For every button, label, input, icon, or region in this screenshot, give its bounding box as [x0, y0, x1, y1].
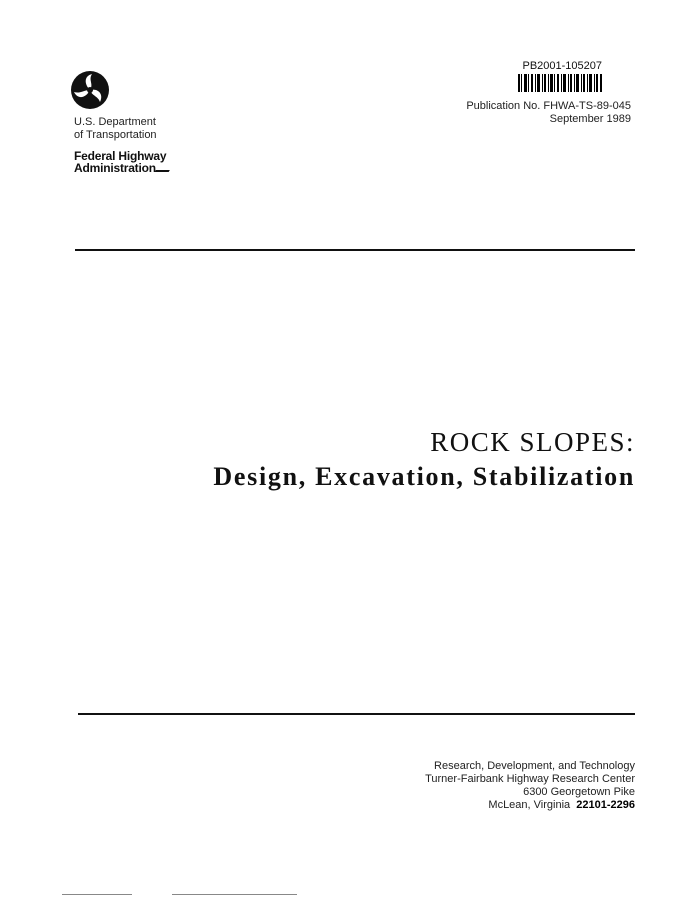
publication-number: Publication No. FHWA-TS-89-045	[466, 100, 631, 112]
city-state: McLean, Virginia	[488, 799, 571, 811]
publication-date: September 1989	[549, 113, 631, 125]
fhwa-line-2: Administration	[74, 161, 156, 175]
footer-line-left	[62, 894, 132, 895]
document-title	[213, 426, 635, 496]
fhwa-wordmark	[74, 150, 171, 174]
bottom-rule	[78, 713, 635, 715]
swoosh-icon	[155, 164, 174, 172]
top-rule	[75, 249, 635, 251]
publication-info	[466, 100, 631, 126]
agency-line-2: of Transportation	[74, 129, 157, 141]
agency-line-1: U.S. Department	[74, 116, 156, 128]
footer-line-right	[172, 894, 297, 895]
zip-code: 22101-2296	[576, 799, 635, 811]
address-block	[425, 760, 635, 812]
pb-number: PB2001-105207	[522, 60, 602, 72]
address-line-3: 6300 Georgetown Pike	[523, 786, 635, 798]
agency-name	[74, 116, 157, 142]
fhwa-line-1: Federal Highway	[74, 149, 167, 163]
dot-logo-icon	[70, 70, 110, 110]
title-line-2: Design, Excavation, Stabilization	[213, 462, 635, 491]
title-line-1: ROCK SLOPES:	[430, 427, 635, 457]
address-line-2: Turner-Fairbank Highway Research Center	[425, 773, 635, 785]
barcode-icon	[518, 74, 602, 92]
address-line-1: Research, Development, and Technology	[434, 760, 635, 772]
